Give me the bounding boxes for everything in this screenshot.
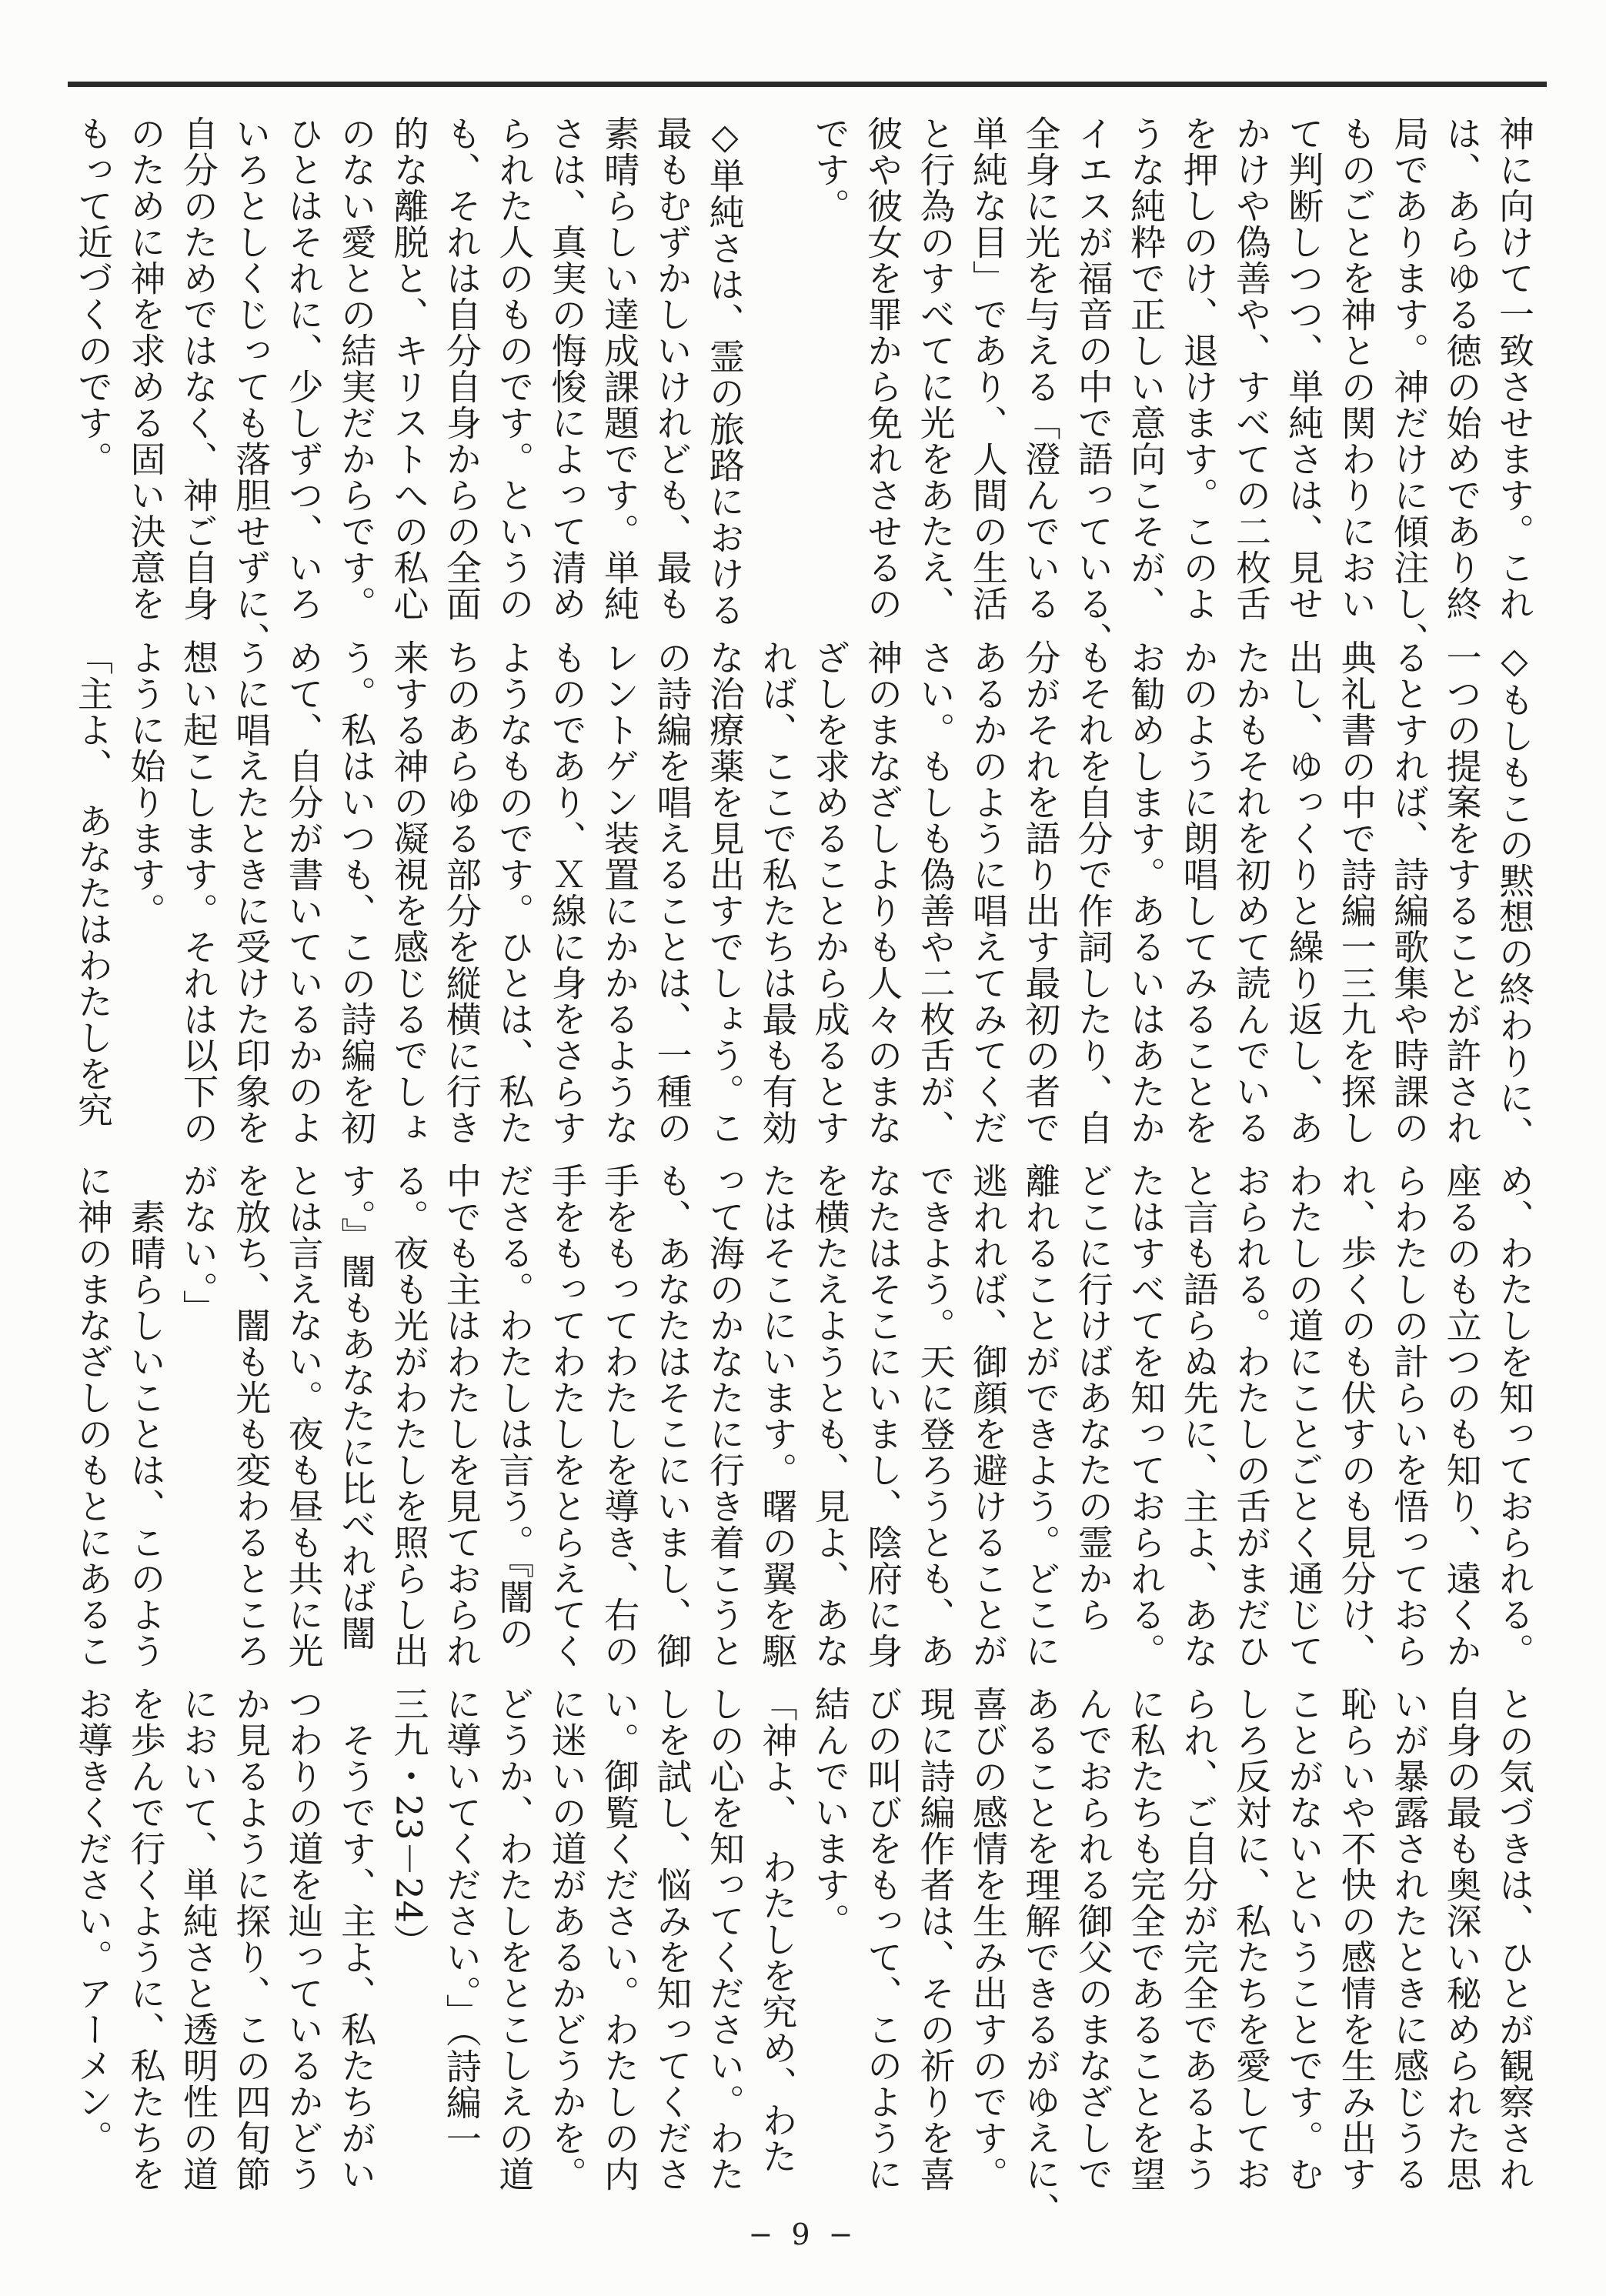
text-column: あることを理解できるがゆえに、	[1020, 1686, 1062, 2228]
text-column: も、それは自分自身からの全面	[440, 115, 482, 622]
text-column: との気づきは、ひとが観察され	[1494, 1686, 1535, 2192]
page-number: − 9 −	[748, 2218, 858, 2251]
text-column: 彼や彼女を罪から免れさせるの	[862, 115, 904, 622]
text-column: 最もむずかしいけれども、最も	[651, 115, 693, 622]
text-column: 神に向けて一致させます。これ	[1494, 115, 1535, 622]
text-column: です。	[809, 115, 851, 224]
text-column: どこに行けばあなたの霊から	[1072, 1163, 1114, 1633]
text-band-2	[65, 639, 1541, 1152]
text-column: あるかのように唱えてみてくだ	[967, 639, 1009, 1146]
text-column: 局であります。神だけに傾注し、	[1388, 115, 1431, 658]
text-column: レントゲン装置にかかるような	[599, 639, 641, 1146]
text-column: お勧めします。あるいはあたか	[1125, 639, 1167, 1146]
text-column: しの心を知ってください。わた	[703, 1686, 746, 2192]
text-column: の詩編を唱えることは、一種の	[651, 639, 693, 1146]
text-column: めて、自分が書いているかのよ	[282, 639, 325, 1146]
text-band-1	[65, 115, 1541, 658]
text-column: さい。もしも偽善や二枚舌が、	[914, 639, 957, 1146]
text-column: う。私はいつも、この詩編を初	[336, 639, 378, 1146]
text-column: って海のかなたに行き着こうと	[703, 1163, 746, 1669]
text-column: ように始ります。	[125, 639, 167, 929]
text-column: を横たえようとも、見よ、あな	[809, 1163, 851, 1669]
text-column: 典礼書の中で詩編一三九を探し	[1335, 639, 1377, 1146]
text-column: 的な離脱と、キリストへの私心	[388, 115, 430, 622]
text-column: 自身の最も奥深い秘められた思	[1441, 1686, 1483, 2192]
text-column: か見るように探り、この四旬節	[230, 1686, 272, 2192]
text-column: を押しのけ、退けます。このよ	[1177, 115, 1220, 622]
text-column: うに唱えたときに受けた印象を	[230, 639, 272, 1146]
text-column: お導きください。アーメン。	[72, 1686, 115, 2156]
text-column: がない。」	[177, 1163, 219, 1326]
text-column: そうです、主よ、私たちがい	[336, 1686, 378, 2192]
text-column: もって近づくのです。	[72, 115, 115, 477]
text-column: 一つの提案をすることが許され	[1441, 639, 1483, 1146]
text-column: のない愛との結実だからです。	[336, 115, 378, 622]
text-column: びの叫びをもって、このように	[862, 1686, 904, 2192]
text-column: る。夜も光がわたしを照らし出	[388, 1163, 430, 1669]
text-column: ◇単純さは、霊の旅路における	[703, 115, 746, 628]
blank-column	[751, 115, 803, 625]
text-column: れば、ここで私たちは最も有効	[756, 639, 799, 1146]
text-column: さは、真実の悔悛によって清め	[546, 115, 588, 622]
text-column: 素晴らしい達成課題です。単純	[599, 115, 641, 622]
text-column: ことがないということです。む	[1283, 1686, 1325, 2192]
text-column: 素晴らしいことは、このよう	[125, 1163, 167, 1669]
text-column: 中でも主はわたしを見ておられ	[440, 1163, 482, 1669]
text-band-3	[65, 1163, 1541, 1672]
text-column: 分がそれを語り出す最初の者で	[1020, 639, 1062, 1146]
text-column: 結んでいます。	[809, 1686, 851, 1939]
text-column: しろ反対に、私たちを愛してお	[1230, 1686, 1272, 2192]
text-column: 恥らいや不快の感情を生み出す	[1335, 1686, 1377, 2192]
text-column: な治療薬を見出すでしょう。こ	[703, 639, 746, 1146]
text-column: どうか、わたしをとこしえの道	[493, 1686, 536, 2192]
text-column: しを試し、悩みを知ってくださ	[651, 1686, 693, 2192]
text-column: んでおられる御父のまなざしで	[1072, 1686, 1114, 2192]
text-column: イエスが福音の中で語っている、	[1072, 115, 1114, 658]
header-rule	[68, 82, 1547, 87]
text-column: い。御覧ください。わたしの内	[599, 1686, 641, 2192]
text-column: と言も語らぬ先に、主よ、あな	[1177, 1163, 1220, 1669]
text-column: られた人のものです。というの	[493, 115, 536, 622]
text-column: のために神を求める固い決意を	[125, 115, 167, 622]
text-column: ものであり、Ｘ線に身をさらす	[546, 639, 588, 1146]
text-column: 神のまなざしよりも人々のまな	[862, 639, 904, 1146]
text-column: 自分のためではなく、神ご自身	[177, 115, 219, 622]
text-column: わたしの道にことごとく通じて	[1283, 1163, 1325, 1669]
text-column: ださる。わたしは言う。『闇の	[493, 1163, 536, 1651]
text-column: できよう。天に登ろうとも、あ	[914, 1163, 957, 1669]
text-column: たはすべてを知っておられる。	[1125, 1163, 1167, 1669]
text-column: ひとはそれに、少しずつ、いろ	[282, 115, 325, 622]
text-column: かのように朗唱してみることを	[1177, 639, 1220, 1146]
text-column: に迷いの道があるかどうかを。	[546, 1686, 588, 2192]
text-column: ちのあらゆる部分を縦横に行き	[440, 639, 482, 1146]
text-column: たかもそれを初めて読んでいる	[1230, 639, 1272, 1146]
text-column: 逃れれば、御顔を避けることが	[967, 1163, 1009, 1669]
text-column: に私たちも完全であることを望	[1125, 1686, 1167, 2192]
text-column: 現に詩編作者は、その祈りを喜	[914, 1686, 957, 2192]
text-column: て判断しつつ、単純さは、見せ	[1283, 115, 1325, 622]
text-column: ざしを求めることから成るとす	[809, 639, 851, 1146]
text-column: いろとしくじっても落胆せずに、	[230, 115, 272, 658]
text-column: たはそこにいます。曙の翼を駆	[756, 1163, 799, 1669]
text-column: 全身に光を与える「澄んでいる	[1020, 115, 1062, 622]
text-column: を歩んで行くように、私たちを	[125, 1686, 167, 2192]
text-column: かけや偽善や、すべての二枚舌	[1230, 115, 1272, 622]
text-column: 「主よ、 あなたはわたしを究	[72, 639, 115, 1128]
text-column: も、あなたはそこにいまし、御	[651, 1163, 693, 1669]
text-column: と行為のすべてに光をあたえ、	[914, 115, 957, 622]
text-band-4	[65, 1686, 1541, 2228]
text-column: られ、ご自分が完全であるよう	[1177, 1686, 1220, 2192]
text-column: うな純粋で正しい意向こそが、	[1125, 115, 1167, 622]
text-column: め、わたしを知っておられる。	[1494, 1163, 1535, 1669]
text-column: 想い起こします。それは以下の	[177, 639, 219, 1146]
text-column: 来する神の凝視を感じるでしょ	[388, 639, 430, 1146]
text-column: は、あらゆる徳の始めであり終	[1441, 115, 1483, 622]
text-column: 座るのも立つのも知り、遠くか	[1441, 1163, 1483, 1669]
text-column: ◇もしもこの黙想の終わりに、	[1494, 639, 1535, 1152]
text-column: ようなものです。ひとは、私た	[493, 639, 536, 1146]
text-column: に導いてください。」（詩編一	[440, 1686, 482, 2157]
text-column: 離れることができよう。どこに	[1020, 1163, 1062, 1669]
text-column: もそれを自分で作詞したり、自	[1072, 639, 1114, 1146]
text-column: に神のまなざしのもとにあるこ	[72, 1163, 115, 1669]
text-column: 「神よ、 わたしを究め、わた	[756, 1686, 799, 2174]
text-column: いが暴露されたときに感じうる	[1388, 1686, 1431, 2192]
text-column: を放ち、闇も光も変わるところ	[230, 1163, 272, 1669]
text-column: 手をもってわたしをとらえてく	[546, 1163, 588, 1669]
text-column: とは言えない。夜も昼も共に光	[282, 1163, 325, 1669]
text-column: 手をもってわたしを導き、右の	[599, 1163, 641, 1669]
text-column: つわりの道を辿っているかどう	[282, 1686, 325, 2192]
text-column: 単純な目」であり、人間の生活	[967, 115, 1009, 622]
text-column: らわたしの計らいを悟っておら	[1388, 1163, 1431, 1669]
text-column: す。』闇もあなたに比べれば闇	[336, 1163, 378, 1651]
text-column: おられる。わたしの舌がまだひ	[1230, 1163, 1272, 1669]
text-column: ものごとを神との関わりにおい	[1335, 115, 1377, 622]
text-column: において、単純さと透明性の道	[177, 1686, 219, 2192]
text-column: 喜びの感情を生み出すのです。	[967, 1686, 1009, 2192]
text-column: るとすれば、詩編歌集や時課の	[1388, 639, 1431, 1146]
text-column: 出し、ゆっくりと繰り返し、あ	[1283, 639, 1325, 1146]
text-column: れ、歩くのも伏すのも見分け、	[1335, 1163, 1377, 1669]
text-column: 三九・23－24）	[388, 1686, 430, 1961]
text-column: なたはそこにいまし、陰府に身	[862, 1163, 904, 1669]
